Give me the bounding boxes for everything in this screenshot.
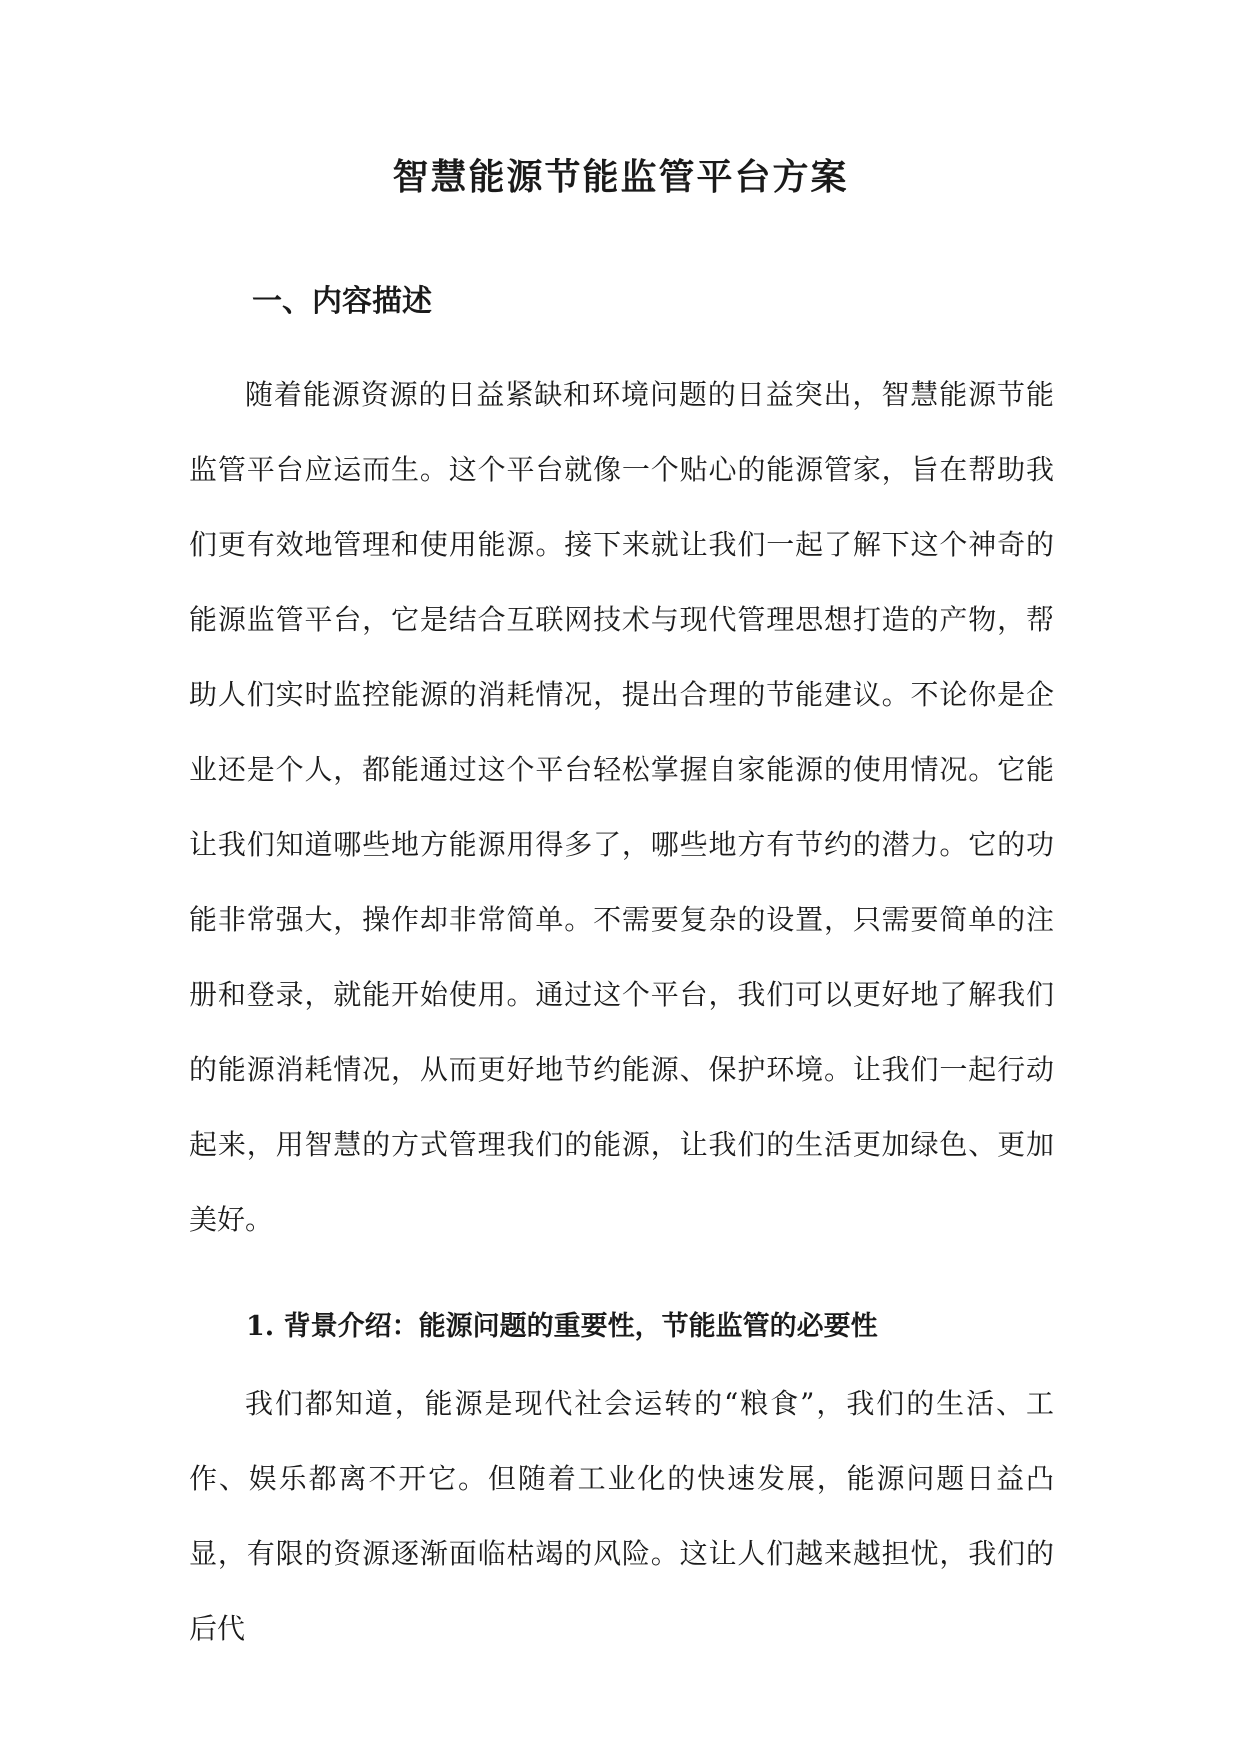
intro-paragraph: 随着能源资源的日益紧缺和环境问题的日益突出，智慧能源节能监管平台应运而生。这个平台就像一个贴心的能源管家，旨在帮助我们更有效地管理和使用能源。接下来就让我们一起了解下这个神奇的能源监管平台，它是结合互联网技术与现代管理思想打造的产物，帮助人们实时监控能源的消耗情况，提出合理的节能建议。不论你是企业还是个人，都能通过这个平台轻松掌握自家能源的使用情况。它能让我们知道哪些地方能源用得多了，哪些地方有节约的潜力。它的功能非常强大，操作却非常简单。不需要复杂的设置，只需要简单的注册和登录，就能开始使用。通过这个平台，我们可以更好地了解我们的能源消耗情况，从而更好地节约能源、保护环境。让我们一起行动起来，用智慧的方式管理我们的能源，让我们的生活更加绿色、更加美好。 bbox=[189, 378, 1054, 1236]
document-title: 智慧能源节能监管平台方案 bbox=[392, 156, 849, 198]
subsection-heading: 1. 背景介绍：能源问题的重要性，节能监管的必要性 bbox=[246, 1311, 878, 1342]
section-heading: 一、内容描述 bbox=[252, 284, 432, 319]
background-paragraph: 我们都知道，能源是现代社会运转的“粮食”，我们的生活、工作、娱乐都离不开它。但随着工业化的快速发展，能源问题日益凸显，有限的资源逐渐面临枯竭的风险。这让人们越来越担忧，我们的后代 bbox=[189, 1387, 1054, 1645]
